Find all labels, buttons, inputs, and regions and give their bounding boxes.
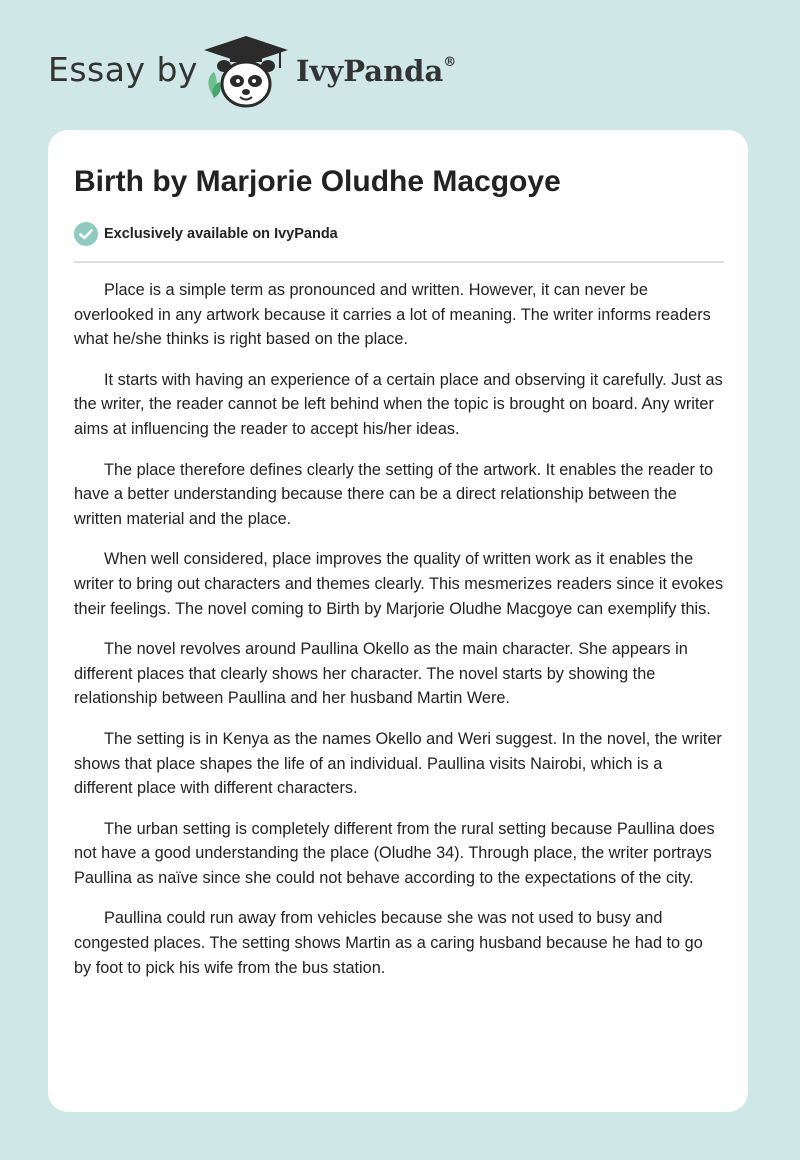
registered-mark: ® — [443, 55, 457, 71]
check-circle-icon — [74, 222, 98, 246]
paragraph: Place is a simple term as pronounced and written. However, it can never be overlooked in any artwork because it carries a lot of meaning. The writer informs readers what he/she thinks is right based on the place. — [74, 281, 711, 349]
paragraph: The urban setting is completely different from the rural setting because Paullina does not have a good understanding the place (Oludhe 34). Through place, the writer portrays Paullina as naïve since she could not behave according to the expectations of the city. — [74, 819, 715, 887]
divider — [74, 261, 724, 263]
paragraph: Paullina could run away from vehicles because she was not used to busy and congested places. The setting shows Martin as a caring husband because he had to go by foot to pick his wife from the bus station. — [74, 909, 703, 977]
page-title: Birth by Marjorie Oludhe Macgoye — [74, 165, 561, 198]
paragraph: The setting is in Kenya as the names Okello and Weri suggest. In the novel, the writer shows that place shapes the life of an individual. Paullina visits Nairobi, which is a different place with different characters. — [74, 729, 722, 798]
exclusive-badge — [74, 222, 338, 246]
paragraph: It starts with having an experience of a certain place and observing it carefully. Just as the writer, the reader cannot be left behind when the topic is brought on board. Any writer aims at influencing the reader to accept his/her ideas. — [74, 370, 723, 438]
essay-body — [74, 278, 724, 996]
brand-text: IvyPanda — [296, 54, 444, 88]
essay-by-label: Essay by — [48, 50, 198, 89]
brand-name[interactable] — [296, 54, 456, 88]
paragraph: The place therefore defines clearly the setting of the artwork. It enables the reader to have a better understanding because there can be a direct relationship between the written material and the place. — [74, 460, 714, 528]
paragraph: When well considered, place improves the quality of written work as it enables the writer to bring out characters and themes clearly. This mesmerizes readers since it evokes their feelings. The novel coming to Birth by Marjorie Oludhe Macgoye can exemplify this. — [74, 550, 724, 618]
panda-logo-icon[interactable] — [200, 34, 292, 110]
badge-text: Exclusively available on IvyPanda — [104, 226, 338, 242]
site-header — [0, 0, 800, 130]
essay-card — [48, 130, 748, 1112]
paragraph: The novel revolves around Paullina Okello as the main character. She appears in different places that clearly shows her character. The novel starts by showing the relationship between Paullina and her husband Martin Were. — [74, 640, 688, 708]
